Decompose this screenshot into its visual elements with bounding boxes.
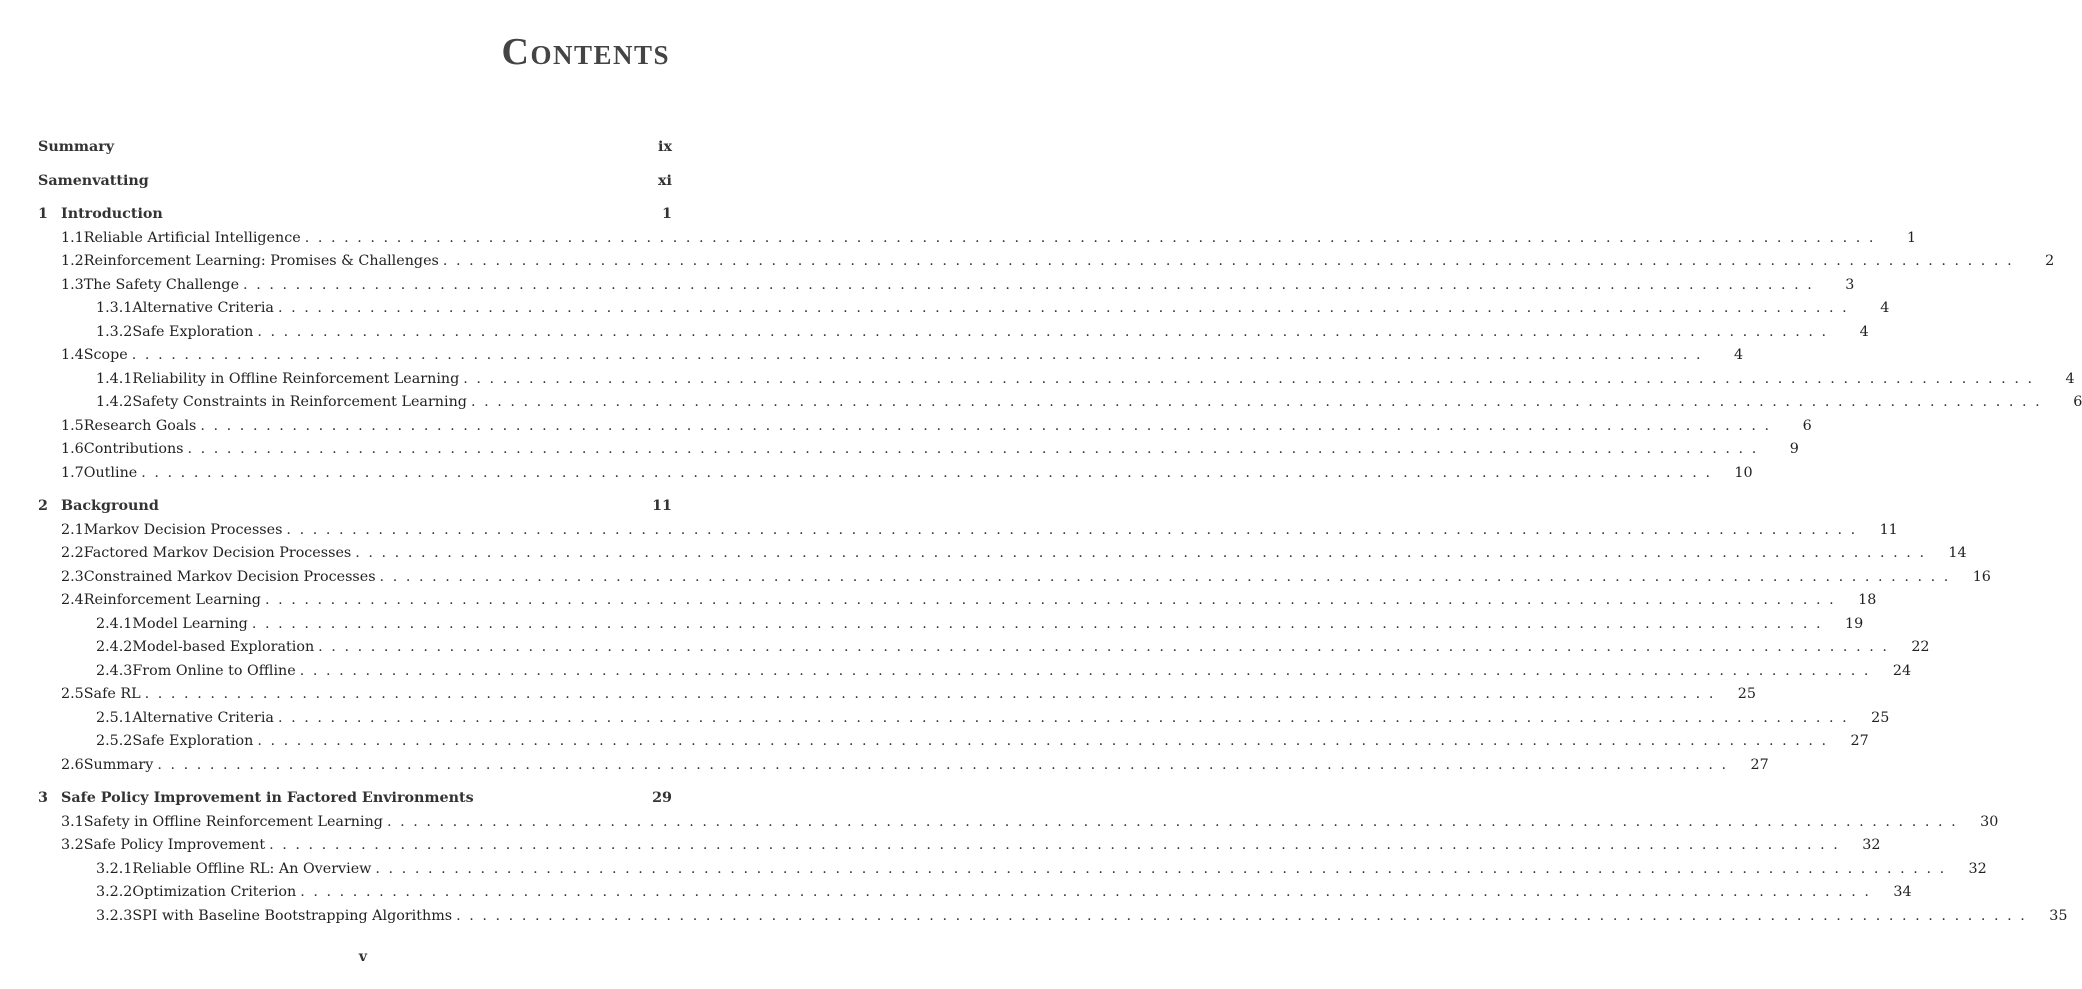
toc-entry-number: 2.4	[61, 592, 84, 608]
toc-entry-title: Scope	[83, 347, 128, 363]
toc-entry-number: 1.7	[61, 464, 84, 481]
toc-section-entry[interactable]	[38, 438, 1799, 462]
toc-entry-number: 2.5	[61, 686, 84, 702]
toc-chapter-entry[interactable]	[38, 170, 672, 194]
toc-chapter-entry[interactable]	[38, 495, 672, 519]
toc-entry-number: 1.2	[61, 253, 84, 269]
toc-entry-number: 1.3.1	[96, 300, 133, 316]
toc-entry-number: 1.1	[61, 229, 84, 246]
toc-chapter-entry[interactable]	[38, 136, 672, 160]
toc-entry-title: Safe Policy Improvement in Factored Environments	[61, 790, 474, 806]
toc-entry-title: Background	[61, 498, 159, 514]
toc-entry-page: 4	[1734, 347, 1744, 363]
toc-entry-title: Safety Constraints in Reinforcement Learning	[132, 394, 467, 410]
toc-entry-page: 9	[1789, 441, 1799, 457]
toc-entry-page: 27	[1850, 733, 1869, 749]
toc-entry-page: ix	[658, 139, 672, 155]
toc-entry-title: Research Goals	[83, 417, 197, 434]
toc-entry-page: 35	[2049, 907, 2068, 924]
toc-section-entry[interactable]	[38, 519, 1898, 543]
toc-dot-leader: ........................................................................................................................	[277, 709, 1856, 726]
toc-section-entry[interactable]	[38, 462, 1753, 486]
table-of-contents	[38, 136, 2082, 928]
page-title: Contents	[501, 31, 670, 73]
toc-entry-title: Reinforcement Learning: Promises & Challenges	[83, 253, 439, 269]
toc-dot-leader: ........................................................................................................................	[264, 592, 1843, 608]
toc-dot-leader: ........................................................................................................................	[187, 441, 1765, 457]
toc-section-entry[interactable]	[38, 636, 1930, 660]
toc-section-entry[interactable]	[38, 834, 1881, 858]
toc-entry-page: 2	[2045, 253, 2055, 269]
toc-dot-leader: ........................................................................................................................	[386, 813, 1965, 830]
toc-entry-title: Reliable Artificial Intelligence	[83, 229, 301, 246]
toc-entry-number: 1.4.1	[96, 370, 133, 387]
toc-section-entry[interactable]	[38, 368, 2075, 392]
toc-entry-title: Factored Markov Decision Processes	[83, 545, 352, 561]
toc-entry-title: Safe Exploration	[132, 323, 254, 340]
toc-entry-page: 18	[1858, 592, 1877, 608]
toc-section-entry[interactable]	[38, 811, 1999, 835]
toc-dot-leader: ........................................................................................................................	[144, 686, 1722, 702]
toc-dot-leader: ........................................................................................................................	[355, 545, 1933, 561]
toc-entry-number: 2.1	[61, 521, 84, 538]
toc-entry-page: 11	[1879, 521, 1898, 538]
toc-entry-title: From Online to Offline	[132, 662, 296, 679]
toc-section-entry[interactable]	[38, 274, 1855, 298]
toc-entry-title: Samenvatting	[38, 172, 149, 189]
toc-section-entry[interactable]	[38, 589, 1877, 613]
toc-chapter-entry[interactable]	[38, 787, 672, 811]
toc-section-entry[interactable]	[38, 250, 2055, 274]
toc-entry-page: 30	[1980, 813, 1999, 830]
toc-entry-title: Introduction	[61, 206, 163, 222]
toc-entry-page: 10	[1734, 464, 1753, 481]
toc-dot-leader: ........................................................................................................................	[442, 253, 2021, 269]
toc-entry-number: 2.4.2	[96, 639, 133, 655]
toc-dot-leader: ........................................................................................................................	[277, 300, 1856, 316]
toc-dot-leader: ........................................................................................................................	[299, 662, 1878, 679]
toc-entry-title: Safe Policy Improvement	[83, 837, 266, 853]
toc-entry-page: 16	[1972, 568, 1991, 585]
toc-section-entry[interactable]	[38, 707, 1890, 731]
toc-entry-number: 1.3	[61, 276, 84, 293]
toc-entry-number: 2.5.1	[96, 709, 133, 726]
toc-dot-leader: ........................................................................................................................	[300, 884, 1878, 900]
toc-entry-number: 3.1	[61, 813, 84, 830]
toc-entry-number: 1.4	[61, 347, 84, 363]
toc-dot-leader: ........................................................................................................................	[463, 370, 2041, 387]
toc-entry-title: Reliable Offline RL: An Overview	[132, 860, 372, 877]
toc-entry-page: 34	[1893, 884, 1912, 900]
toc-entry-number: 2.2	[61, 545, 84, 561]
toc-dot-leader: ........................................................................................................................	[286, 521, 1864, 538]
toc-entry-number: 3.2.2	[96, 884, 133, 900]
toc-dot-leader: ........................................................................................................................	[456, 907, 2034, 924]
toc-entry-page: xi	[658, 172, 672, 189]
toc-section-entry[interactable]	[38, 321, 1869, 345]
toc-entry-number: 1.5	[61, 417, 84, 434]
toc-entry-page: 14	[1948, 545, 1967, 561]
toc-entry-title: Summary	[83, 756, 154, 773]
page-number: v	[358, 949, 368, 965]
toc-dot-leader: ........................................................................................................................	[470, 394, 2049, 410]
toc-section-entry[interactable]	[38, 542, 1967, 566]
toc-section-entry[interactable]	[38, 858, 1987, 882]
toc-section-entry[interactable]	[38, 297, 1890, 321]
toc-dot-leader: ........................................................................................................................	[375, 860, 1953, 877]
toc-chapter-entry[interactable]	[38, 203, 672, 227]
toc-dot-leader: ........................................................................................................................	[257, 323, 1835, 340]
toc-dot-leader: ........................................................................................................................	[157, 756, 1735, 773]
toc-dot-leader: ........................................................................................................................	[269, 837, 1847, 853]
toc-dot-leader: ........................................................................................................................	[200, 417, 1778, 434]
toc-entry-number: 1.3.2	[96, 323, 133, 340]
toc-entry-title: Reinforcement Learning	[83, 592, 261, 608]
toc-section-entry[interactable]	[38, 415, 1812, 439]
toc-entry-page: 6	[2073, 394, 2082, 410]
toc-entry-title: Alternative Criteria	[132, 709, 274, 726]
toc-section-entry[interactable]	[38, 344, 1744, 368]
toc-entry-title: Reliability in Offline Reinforcement Learning	[132, 370, 460, 387]
toc-section-entry[interactable]	[38, 613, 1864, 637]
toc-dot-leader: ........................................................................................................................	[141, 464, 1719, 481]
toc-entry-page: 32	[1862, 837, 1881, 853]
toc-section-entry[interactable]	[38, 227, 1917, 251]
toc-entry-number: 1	[38, 206, 48, 222]
toc-entry-page: 32	[1968, 860, 1987, 877]
toc-dot-leader: ........................................................................................................................	[304, 229, 1883, 246]
toc-entry-number: 3.2	[61, 837, 84, 853]
toc-entry-title: Contributions	[83, 441, 184, 457]
toc-entry-number: 1.4.2	[96, 394, 133, 410]
toc-entry-page: 6	[1802, 417, 1812, 434]
toc-dot-leader: ........................................................................................................................	[251, 615, 1830, 632]
toc-entry-number: 2.3	[61, 568, 84, 585]
toc-entry-title: Safe Exploration	[132, 733, 254, 749]
toc-entry-page: 29	[652, 790, 672, 806]
toc-entry-title: The Safety Challenge	[83, 276, 240, 293]
toc-entry-number: 2.5.2	[96, 733, 133, 749]
toc-entry-title: Outline	[83, 464, 138, 481]
toc-entry-title: Alternative Criteria	[132, 300, 274, 316]
toc-entry-page: 22	[1911, 639, 1930, 655]
toc-entry-page: 4	[1880, 300, 1890, 316]
toc-entry-page: 25	[1737, 686, 1756, 702]
toc-entry-page: 27	[1750, 756, 1769, 773]
toc-entry-title: Safe RL	[83, 686, 141, 702]
toc-dot-leader: ........................................................................................................................	[243, 276, 1821, 293]
toc-section-entry[interactable]	[38, 660, 1912, 684]
toc-entry-page: 4	[1859, 323, 1869, 340]
toc-entry-page: 1	[662, 206, 672, 222]
toc-entry-number: 2.4.1	[96, 615, 133, 632]
toc-entry-title: SPI with Baseline Bootstrapping Algorithms	[132, 907, 453, 924]
toc-entry-title: Constrained Markov Decision Processes	[83, 568, 376, 585]
toc-section-entry[interactable]	[38, 566, 1991, 590]
toc-entry-page: 24	[1892, 662, 1912, 679]
toc-entry-number: 3	[38, 790, 48, 806]
toc-section-entry[interactable]	[38, 881, 1912, 905]
toc-section-entry[interactable]	[38, 683, 1756, 707]
toc-dot-leader: ........................................................................................................................	[257, 733, 1835, 749]
toc-section-entry[interactable]	[38, 905, 2068, 929]
toc-entry-title: Markov Decision Processes	[83, 521, 283, 538]
toc-entry-page: 4	[2065, 370, 2075, 387]
toc-entry-title: Safety in Offline Reinforcement Learning	[83, 813, 383, 830]
toc-entry-number: 2.6	[61, 756, 84, 773]
toc-entry-page: 1	[1906, 229, 1917, 246]
toc-dot-leader: ........................................................................................................................	[131, 347, 1710, 363]
toc-entry-number: 2.4.3	[96, 662, 133, 679]
toc-entry-title: Optimization Criterion	[132, 884, 297, 900]
toc-entry-number: 3.2.1	[96, 860, 133, 877]
toc-dot-leader: ........................................................................................................................	[318, 639, 1896, 655]
toc-entry-page: 11	[652, 498, 672, 514]
toc-section-entry[interactable]	[38, 730, 1869, 754]
toc-section-entry[interactable]	[38, 754, 1769, 778]
toc-entry-number: 1.6	[61, 441, 84, 457]
toc-dot-leader: ........................................................................................................................	[379, 568, 1957, 585]
toc-entry-number: 3.2.3	[96, 907, 133, 924]
toc-entry-page: 3	[1845, 276, 1855, 293]
toc-entry-page: 25	[1871, 709, 1890, 726]
toc-section-entry[interactable]	[38, 391, 2082, 415]
toc-entry-title: Model-based Exploration	[132, 639, 315, 655]
toc-entry-title: Summary	[38, 139, 115, 155]
toc-entry-number: 2	[38, 498, 48, 514]
toc-entry-title: Model Learning	[132, 615, 248, 632]
toc-entry-page: 19	[1844, 615, 1864, 632]
